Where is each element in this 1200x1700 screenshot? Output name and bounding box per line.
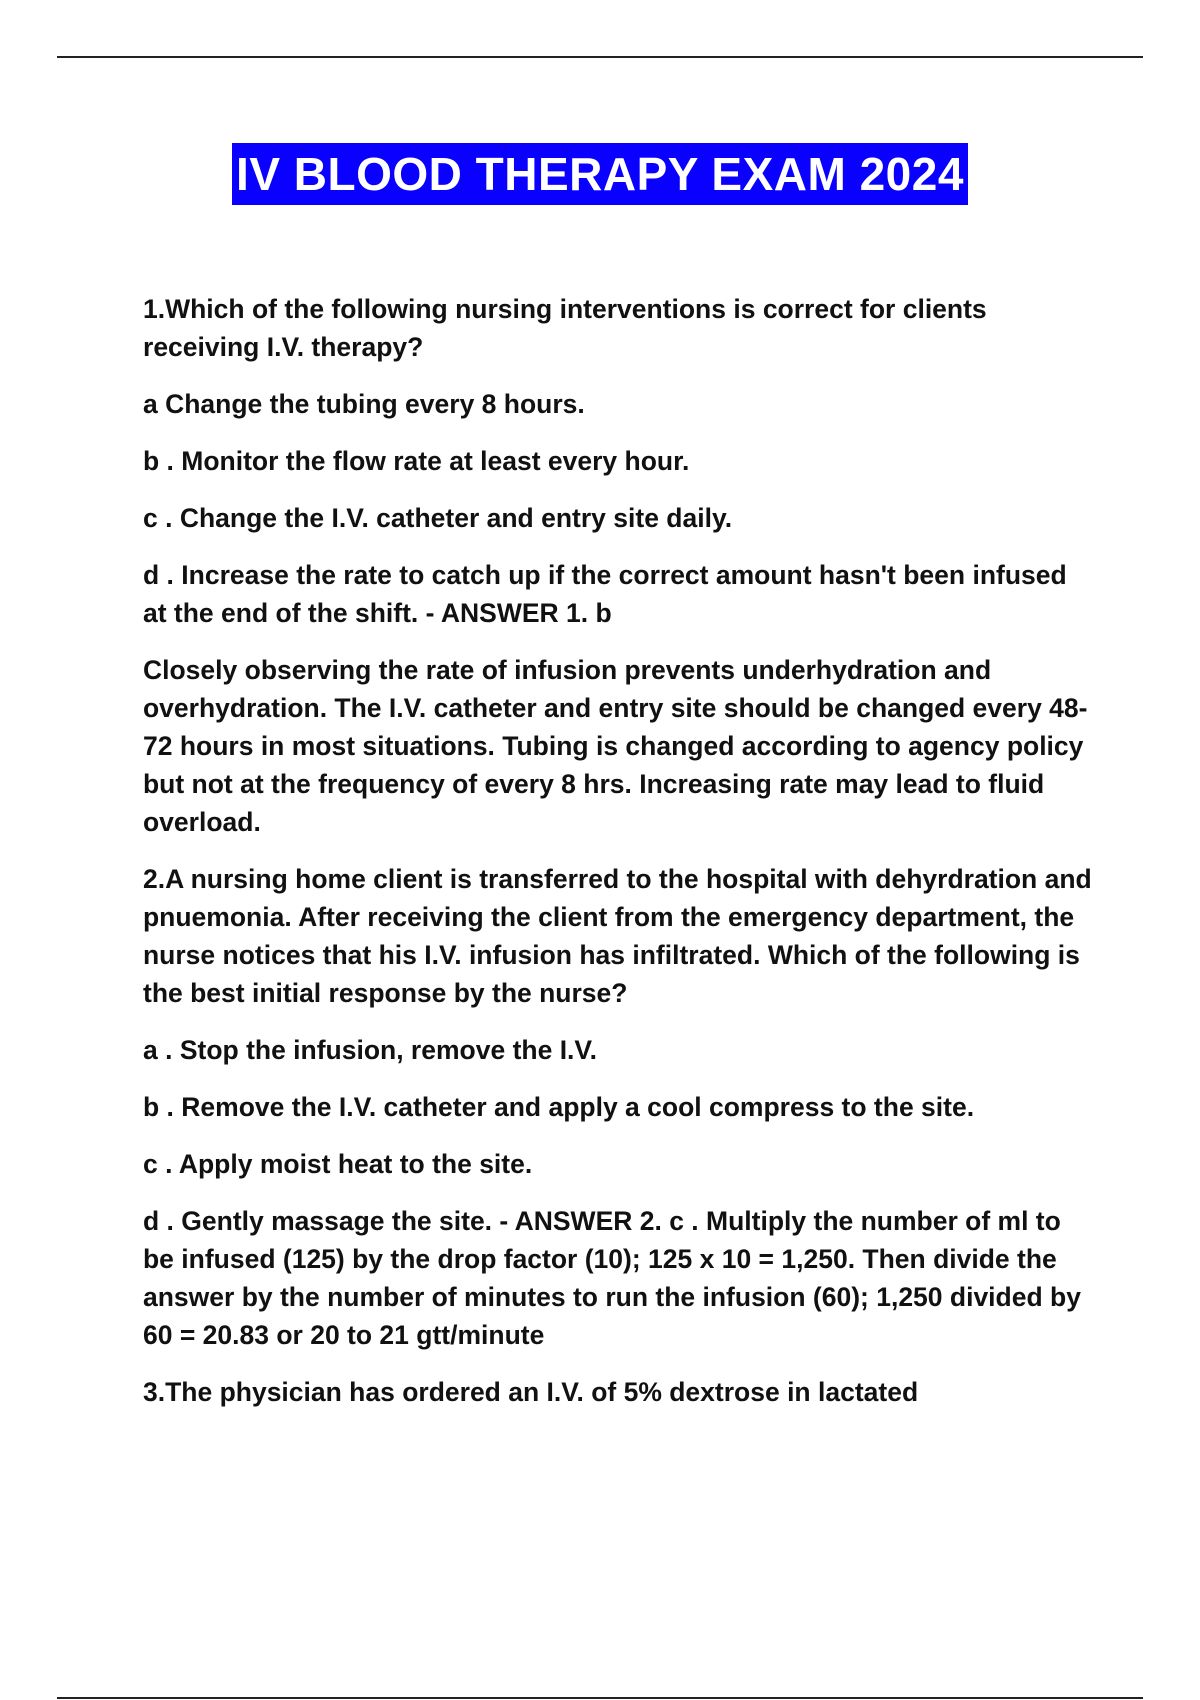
bottom-rule bbox=[57, 1697, 1143, 1699]
question-2-option-c: c . Apply moist heat to the site. bbox=[143, 1149, 533, 1179]
document-body bbox=[143, 290, 1093, 1430]
question-1-option-a: a Change the tubing every 8 hours. bbox=[143, 389, 585, 419]
question-2-option-a: a . Stop the infusion, remove the I.V. bbox=[143, 1035, 598, 1065]
question-2-option-d-answer: d . Gently massage the site. - ANSWER 2. c . Multiply the number of ml to be infused (125) by the drop factor (10); 125 x 10 = 1,250. Then divide the answer by the number of minutes to run the infusion (60); 1,250 divided by 60 = 20.83 or 20 to 21 gtt/minute bbox=[143, 1206, 1081, 1350]
question-1-option-b: b . Monitor the flow rate at least every hour. bbox=[143, 446, 690, 476]
question-1-option-d-answer: d . Increase the rate to catch up if the correct amount hasn't been infused at the end of the shift. - ANSWER 1. b bbox=[143, 560, 1067, 628]
question-1-option-c: c . Change the I.V. catheter and entry site daily. bbox=[143, 503, 733, 533]
question-2-stem: 2.A nursing home client is transferred to the hospital with dehyrdration and pnuemonia. After receiving the client from the emergency department, the nurse notices that his I.V. infusion has infiltrated. Which of the following is the best initial response by the nurse? bbox=[143, 864, 1092, 1008]
title-container bbox=[0, 143, 1200, 205]
question-1-rationale: Closely observing the rate of infusion prevents underhydration and overhydration. The I.V. catheter and entry site should be changed every 48-72 hours in most situations. Tubing is changed according to agency policy but not at the frequency of every 8 hrs. Increasing rate may lead to fluid overload. bbox=[143, 655, 1088, 837]
question-3-stem: 3.The physician has ordered an I.V. of 5% dextrose in lactated bbox=[143, 1377, 919, 1407]
page-title: IV BLOOD THERAPY EXAM 2024 bbox=[232, 143, 968, 205]
question-2-option-b: b . Remove the I.V. catheter and apply a cool compress to the site. bbox=[143, 1092, 975, 1122]
top-rule bbox=[57, 56, 1143, 58]
question-1-stem: 1.Which of the following nursing interventions is correct for clients receiving I.V. therapy? bbox=[143, 294, 987, 362]
